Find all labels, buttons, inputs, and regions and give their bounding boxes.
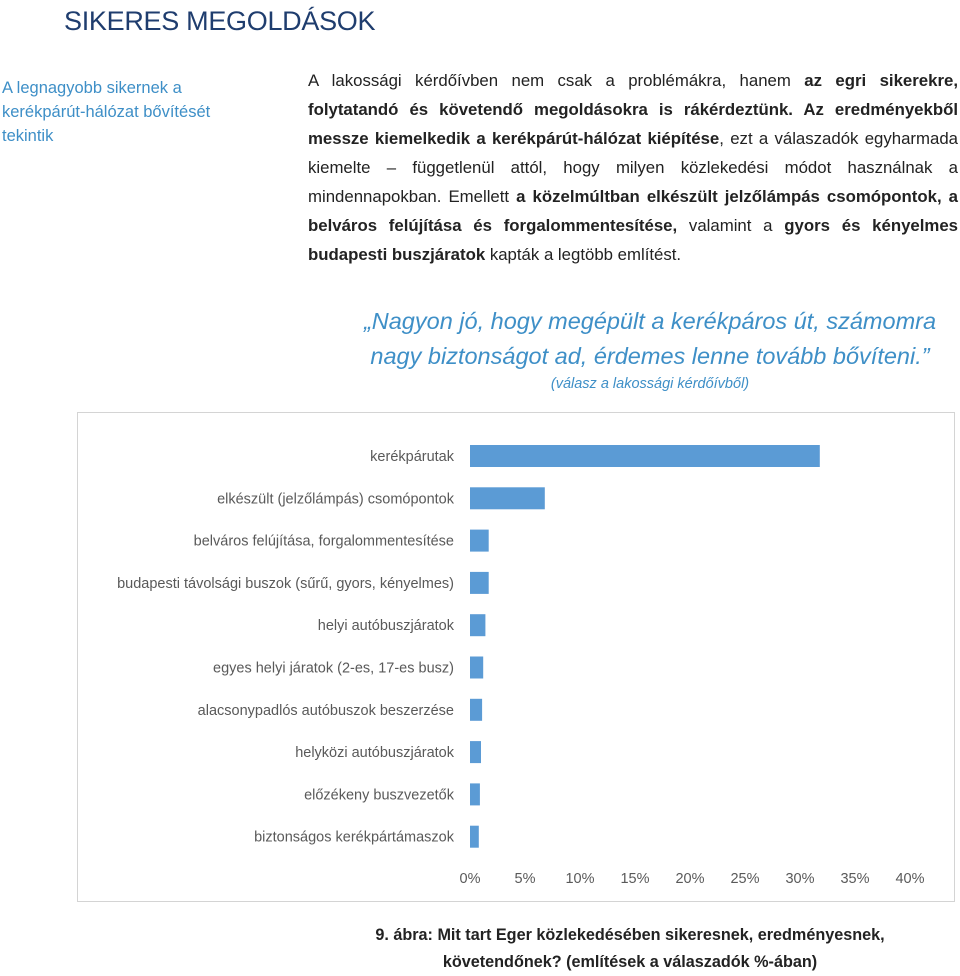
category-label: budapesti távolsági buszok (sűrű, gyors, kényelmes)	[117, 575, 454, 592]
bar	[470, 699, 482, 721]
bar	[470, 487, 545, 509]
category-label: alacsonypadlós autóbuszok beszerzése	[197, 702, 454, 719]
category-label: belváros felújítása, forgalommentesítése	[193, 533, 454, 550]
x-tick-label: 0%	[459, 871, 481, 887]
category-label: helyi autóbuszjáratok	[317, 618, 454, 635]
bar	[470, 657, 483, 679]
bar	[470, 614, 485, 636]
x-tick-label: 15%	[620, 871, 650, 887]
x-tick-label: 40%	[895, 871, 925, 887]
category-label: biztonságos kerékpártámaszok	[254, 829, 454, 846]
category-label: helyközi autóbuszjáratok	[295, 745, 454, 762]
intro-paragraph	[308, 66, 958, 269]
paragraph-run: A lakossági kérdőívben nem csak a problémákra, hanem	[308, 71, 805, 90]
bar	[470, 572, 489, 594]
paragraph-bold-run: a közelmúltban elkészült jelzőlámpás csomópontok, a belváros felújítása és forgalommentesítése,	[308, 187, 958, 235]
resident-quote: „Nagyon jó, hogy megépült a kerékpáros út, számomra nagy biztonságot ad, érdemes lenne tovább bővíteni.”	[363, 308, 937, 369]
page-title: SIKERES MEGOLDÁSOK	[64, 6, 376, 36]
bar	[470, 741, 481, 763]
bar	[470, 445, 820, 467]
paragraph-run: valamint a	[677, 216, 785, 235]
paragraph-bold-run: az egri sikerekre, folytatandó és követendő megoldásokra is rákérdeztünk. Az eredményekből messze kiemelkedik a kerékpárút-hálózat kiépítése	[308, 71, 958, 148]
x-tick-label: 25%	[730, 871, 760, 887]
paragraph-run: , ezt a válaszadók egyharmada kiemelte – függetlenül attól, hogy milyen közlekedési módot használnak a mindennapokban. Emellett	[308, 129, 959, 206]
bar-chart	[77, 412, 955, 902]
caption-line-2: követendőnek? (említések a válaszadók %-ában)	[442, 953, 818, 971]
side-highlight: A legnagyobb sikernek a kerékpárút-hálózat bővítését tekintik	[2, 79, 211, 145]
bar	[470, 783, 480, 805]
x-tick-label: 5%	[514, 871, 536, 887]
bar	[470, 530, 489, 552]
chart-svg	[78, 413, 956, 903]
x-tick-label: 20%	[675, 871, 705, 887]
figure-caption	[330, 922, 930, 976]
category-label: elkészült (jelzőlámpás) csomópontok	[217, 491, 454, 508]
x-tick-label: 30%	[785, 871, 815, 887]
x-tick-label: 10%	[565, 871, 595, 887]
paragraph-bold-run: gyors és kényelmes budapesti buszjáratok	[308, 216, 958, 264]
category-label: kerékpárutak	[370, 449, 454, 465]
caption-line-1: 9. ábra: Mit tart Eger közlekedésében sikeresnek, eredményesnek,	[375, 926, 885, 944]
quote-source: (válasz a lakossági kérdőívből)	[550, 376, 750, 392]
category-label: előzékeny buszvezetők	[304, 787, 454, 804]
x-tick-label: 35%	[840, 871, 870, 887]
category-label: egyes helyi járatok (2-es, 17-es busz)	[213, 660, 454, 677]
bar	[470, 826, 479, 848]
paragraph-run: kapták a legtöbb említést.	[485, 245, 682, 264]
